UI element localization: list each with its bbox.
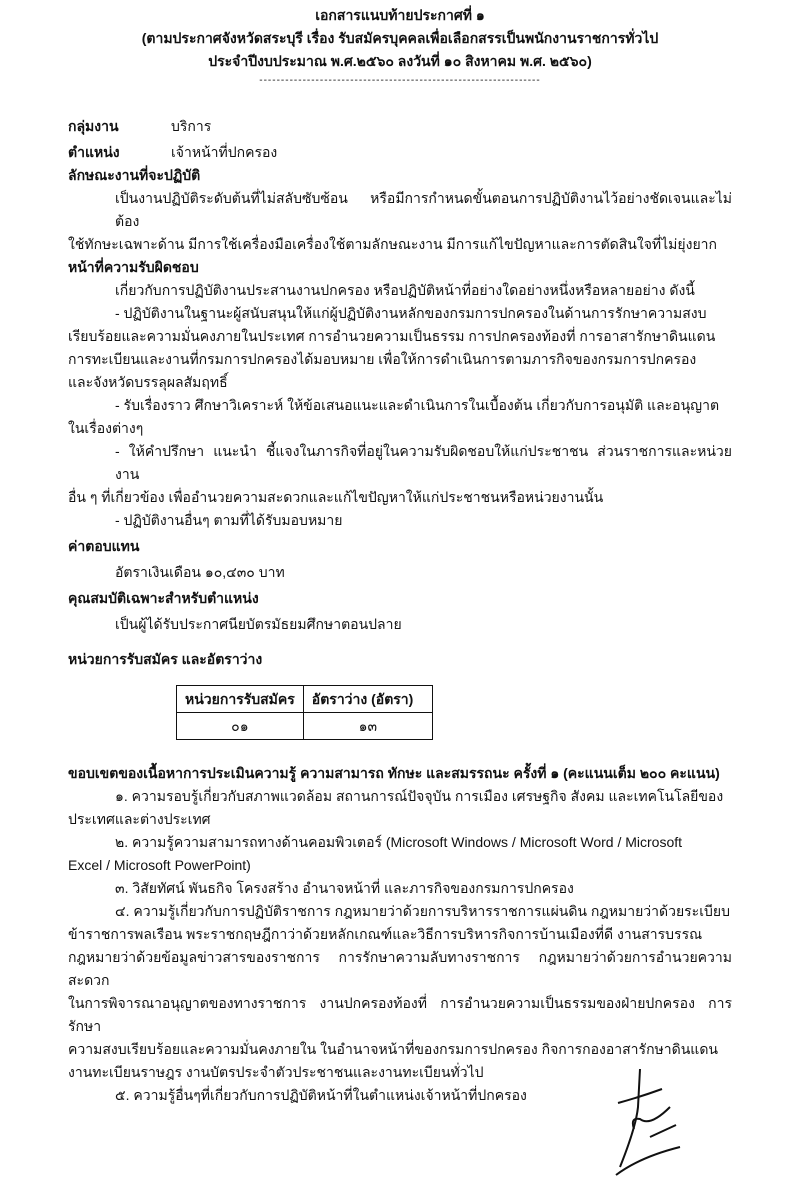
- salary: อัตราเงินเดือน ๑๐,๔๓๐ บาท: [115, 564, 285, 580]
- table-cell: ๑๓: [303, 713, 432, 740]
- duty-line: เกี่ยวกับการปฏิบัติงานประสานงานปกครอง หรือปฏิบัติหน้าที่อย่างใดอย่างหนึ่งหรือหลายอย่าง ดังนี้: [115, 282, 695, 298]
- duty-line: อื่น ๆ ที่เกี่ยวข้อง เพื่ออำนวยความสะดวกและแก้ไขปัญหาให้แก่ประชาชนหรือหน่วยงานนั้น: [68, 489, 604, 505]
- job-group-label: กลุ่มงาน: [68, 118, 119, 134]
- duty-line: - รับเรื่องราว ศึกษาวิเคราะห์ ให้ข้อเสนอแนะและดำเนินการในเบื้องต้น เกี่ยวกับการอนุมัติ และอนุญาต: [115, 397, 720, 413]
- compensation-heading: ค่าตอบแทน: [68, 538, 140, 554]
- scope-line: ๔. ความรู้เกี่ยวกับการปฏิบัติราชการ กฎหมายว่าด้วยการบริหารราชการแผ่นดิน กฎหมายว่าด้วยระเบียบ: [115, 903, 730, 919]
- position: [68, 141, 732, 164]
- job-nature-line: เป็นงานปฏิบัติระดับต้นที่ไม่สลับซับซ้อน หรือมีการกำหนดขั้นตอนการปฏิบัติงานไว้อย่างชัดเจนและไม่ต้อง: [115, 190, 732, 229]
- position-label: ตำแหน่ง: [68, 144, 120, 160]
- duty-line: - ให้คำปรึกษา แนะนำ ชี้แจงในภารกิจที่อยู่ในความรับผิดชอบให้แก่ประชาชน ส่วนราชการและหน่วยงาน: [115, 443, 732, 482]
- scope-line: Excel / Microsoft PowerPoint): [68, 857, 251, 873]
- qualification-heading: คุณสมบัติเฉพาะสำหรับตำแหน่ง: [68, 590, 259, 606]
- scope-line: ๕. ความรู้อื่นๆที่เกี่ยวกับการปฏิบัติหน้าที่ในตำแหน่งเจ้าหน้าที่ปกครอง: [115, 1087, 527, 1103]
- table-header-row: [177, 686, 433, 713]
- scope-line: ข้าราชการพลเรือน พระราชกฤษฎีกาว่าด้วยหลักเกณฑ์และวิธีการบริหารกิจการบ้านเมืองที่ดี งานสารบรรณ: [68, 926, 703, 942]
- announcement-date: ประจำปีงบประมาณ พ.ศ.๒๕๖๐ ลงวันที่ ๑๐ สิงหาคม พ.ศ. ๒๕๖๐): [208, 53, 592, 69]
- scope-line: ๒. ความรู้ความสามารถทางด้านคอมพิวเตอร์ (Microsoft Windows / Microsoft Word / Microsoft: [115, 834, 683, 850]
- announcement-reference: (ตามประกาศจังหวัดสระบุรี เรื่อง รับสมัครบุคคลเพื่อเลือกสรรเป็นพนักงานราชการทั่วไป: [141, 30, 659, 46]
- job-nature-line: ใช้ทักษะเฉพาะด้าน มีการใช้เครื่องมือเครื่องใช้ตามลักษณะงาน มีการแก้ไขปัญหาและการตัดสินใจที่ไม่ยุ่งยาก: [68, 236, 717, 252]
- document-title: เอกสารแนบท้ายประกาศที่ ๑: [315, 7, 485, 23]
- table-row: [177, 713, 433, 740]
- vacancy-heading: หน่วยการรับสมัคร และอัตราว่าง: [68, 651, 263, 667]
- duties-heading: หน้าที่ความรับผิดชอบ: [68, 259, 199, 275]
- table-cell: ๐๑: [177, 713, 304, 740]
- job-group-value: บริการ: [171, 118, 212, 134]
- scope-line: ประเทศและต่างประเทศ: [68, 811, 211, 827]
- duty-line: และจังหวัดบรรลุผลสัมฤทธิ์: [68, 374, 228, 390]
- duty-line: การทะเบียนและงานที่กรมการปกครองได้มอบหมาย เพื่อให้การดำเนินการตามภารกิจของกรมการปกครอง: [68, 351, 697, 367]
- scope-line: ๓. วิสัยทัศน์ พันธกิจ โครงสร้าง อำนาจหน้าที่ และภารกิจของกรมการปกครอง: [115, 880, 574, 896]
- duty-line: เรียบร้อยและความมั่นคงภายในประเทศ การอำนวยความเป็นธรรม การปกครองท้องที่ การอาสารักษาดินแดน: [68, 328, 716, 344]
- scope-line: งานทะเบียนราษฎร งานบัตรประจำตัวประชาชนและงานทะเบียนทั่วไป: [68, 1064, 484, 1080]
- scope-line: ความสงบเรียบร้อยและความมั่นคงภายใน ในอำนาจหน้าที่ของกรมการปกครอง กิจการกองอาสารักษาดินแดน: [68, 1041, 718, 1057]
- scope-line: กฎหมายว่าด้วยข้อมูลข่าวสารของราชการ การรักษาความลับทางราชการ กฎหมายว่าด้วยการอำนวยความสะดวก: [68, 949, 732, 988]
- job-group: [68, 115, 732, 138]
- duty-line: ในเรื่องต่างๆ: [68, 420, 144, 436]
- duty-line: - ปฏิบัติงานในฐานะผู้สนับสนุนให้แก่ผู้ปฏิบัติงานหลักของกรมการปกครองในด้านการรักษาความสงบ: [115, 305, 707, 321]
- job-nature-heading: ลักษณะงานที่จะปฏิบัติ: [68, 167, 201, 183]
- separator: -----------------------------------------------------------------: [259, 75, 541, 86]
- qualification: เป็นผู้ได้รับประกาศนียบัตรมัธยมศึกษาตอนปลาย: [115, 616, 402, 632]
- scope-line: ๑. ความรอบรู้เกี่ยวกับสภาพแวดล้อม สถานการณ์ปัจจุบัน การเมือง เศรษฐกิจ สังคม และเทคโนโลยีของ: [115, 788, 724, 804]
- column-header: อัตราว่าง (อัตรา): [303, 686, 432, 713]
- signature: [610, 1067, 690, 1177]
- vacancy-table: [176, 685, 433, 740]
- column-header: หน่วยการรับสมัคร: [177, 686, 304, 713]
- scope-heading: ขอบเขตของเนื้อหาการประเมินความรู้ ความสามารถ ทักษะ และสมรรถนะ ครั้งที่ ๑ (คะแนนเต็ม ๒๐๐ คะแนน): [68, 765, 720, 781]
- duty-line: - ปฏิบัติงานอื่นๆ ตามที่ได้รับมอบหมาย: [115, 512, 343, 528]
- scope-line: ในการพิจารณาอนุญาตของทางราชการ งานปกครองท้องที่ การอำนวยความเป็นธรรมของฝ่ายปกครอง การรักษา: [68, 995, 732, 1034]
- position-value: เจ้าหน้าที่ปกครอง: [171, 144, 278, 160]
